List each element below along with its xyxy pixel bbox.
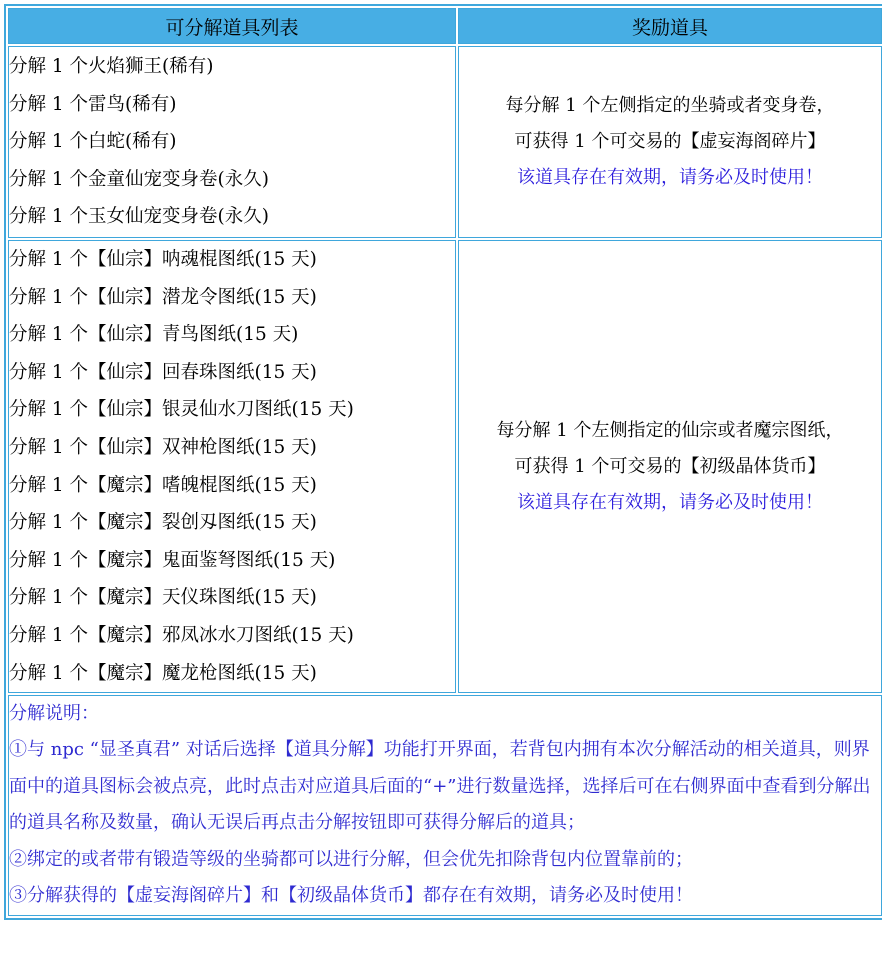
header-row [8, 8, 882, 44]
group2-reward-line1: 每分解 1 个左侧指定的仙宗或者魔宗图纸， [496, 419, 844, 441]
notes-paragraph-2: ②绑定的或者带有锻造等级的坐骑都可以进行分解，但会优先扣除背包内位置靠前的； [9, 848, 693, 870]
list-item: 分解 1 个金童仙宠变身卷(永久) [9, 168, 269, 190]
decompose-info-table [4, 4, 882, 920]
notes-title: 分解说明： [9, 703, 99, 725]
group1-reward-line2: 可获得 1 个可交易的【虚妄海阁碎片】 [514, 131, 826, 152]
list-item: 分解 1 个【魔宗】天仪珠图纸(15 天) [9, 587, 317, 609]
list-item: 分解 1 个玉女仙宠变身卷(永久) [9, 206, 269, 228]
list-item: 分解 1 个白蛇(稀有) [9, 131, 177, 153]
group2-reward-line2: 可获得 1 个可交易的【初级晶体货币】 [514, 455, 826, 477]
list-item: 分解 1 个【仙宗】潜龙令图纸(15 天) [9, 286, 317, 308]
group2-item-list [8, 240, 456, 693]
group2-row [8, 240, 882, 693]
list-item: 分解 1 个【仙宗】银灵仙水刀图纸(15 天) [9, 399, 354, 421]
list-item: 分解 1 个【仙宗】双神枪图纸(15 天) [9, 436, 317, 458]
notes-row [8, 695, 882, 916]
list-item: 分解 1 个【仙宗】青鸟图纸(15 天) [9, 324, 299, 346]
notes-paragraph-1: ①与 npc “显圣真君” 对话后选择【道具分解】功能打开界面，若背包内拥有本次分解活动的相关道具，则界面中的道具图标会被点亮，此时点击对应道具后面的“+”进行数量选择，选择后可在右侧界面中查看到分解出的道具名称及数量，确认无误后再点击分解按钮即可获得分解后的道具； [9, 739, 871, 834]
list-item: 分解 1 个【仙宗】呐魂棍图纸(15 天) [9, 249, 317, 270]
list-item: 分解 1 个雷鸟(稀有) [9, 93, 177, 115]
group2-reward-validity-warning: 该道具存在有效期，请务必及时使用！ [517, 491, 823, 513]
decompose-notes [8, 695, 882, 916]
group1-reward-validity-warning: 该道具存在有效期，请务必及时使用！ [517, 167, 823, 188]
header-decomposable-items: 可分解道具列表 [8, 8, 456, 44]
list-item: 分解 1 个【魔宗】裂创刄图纸(15 天) [9, 512, 317, 534]
decompose-info-table-wrapper [4, 4, 878, 958]
group1-reward [458, 46, 882, 238]
group1-item-list [8, 46, 456, 238]
list-item: 分解 1 个【魔宗】魔龙枪图纸(15 天) [9, 662, 317, 684]
list-item: 分解 1 个【仙宗】回春珠图纸(15 天) [9, 361, 317, 383]
header-reward-items: 奖励道具 [458, 8, 882, 44]
list-item: 分解 1 个【魔宗】嗜魄棍图纸(15 天) [9, 474, 317, 496]
list-item: 分解 1 个火焰狮王(稀有) [9, 56, 214, 78]
group1-reward-line1: 每分解 1 个左侧指定的坐骑或者变身卷， [505, 95, 835, 116]
group1-row [8, 46, 882, 238]
list-item: 分解 1 个【魔宗】邪凤冰水刀图纸(15 天) [9, 624, 354, 646]
notes-paragraph-3: ③分解获得的【虚妄海阁碎片】和【初级晶体货币】都存在有效期，请务必及时使用！ [9, 885, 693, 907]
group2-reward [458, 240, 882, 693]
list-item: 分解 1 个【魔宗】鬼面鉴弩图纸(15 天) [9, 549, 336, 571]
